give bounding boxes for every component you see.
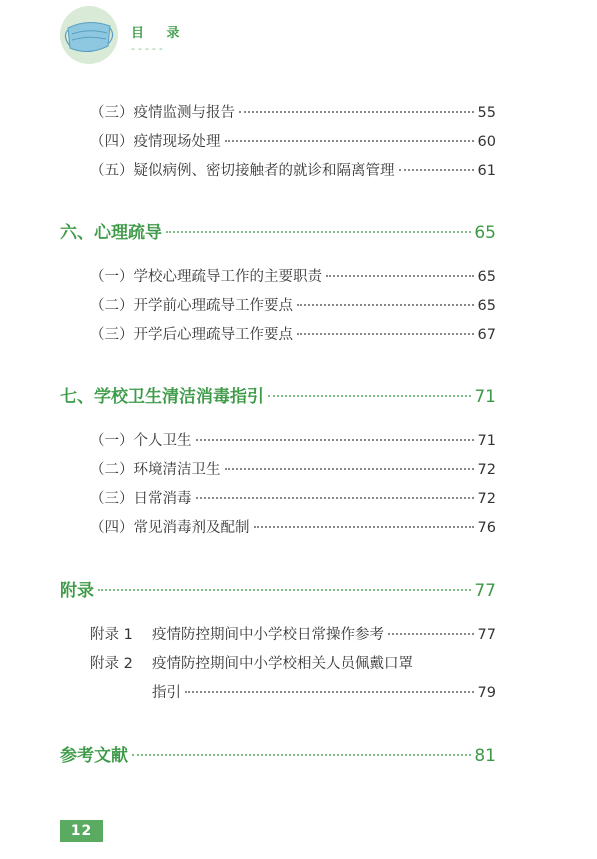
toc-entry-page: 61 <box>477 163 496 179</box>
toc-appendix-entry[interactable] <box>90 652 496 672</box>
dot-leader <box>239 110 474 113</box>
dot-leader <box>196 438 474 441</box>
toc-entry-title: （一）个人卫生 <box>90 433 192 449</box>
toc-entry-title: 指引 <box>152 685 181 701</box>
toc-entry-title: （二）开学前心理疏导工作要点 <box>90 298 293 314</box>
toc-entry-title: （四）疫情现场处理 <box>90 134 221 150</box>
toc-entry-page: 72 <box>477 462 496 478</box>
toc-section-page: 81 <box>474 746 496 766</box>
toc-section-title: 附录 <box>60 581 94 601</box>
toc-entry-page: 67 <box>477 327 496 343</box>
page-header <box>60 6 260 66</box>
dot-leader <box>399 168 474 171</box>
toc-entry-page: 71 <box>477 433 496 449</box>
toc-section-title: 参考文献 <box>60 746 128 766</box>
toc-section-page: 71 <box>474 387 496 407</box>
dot-leader <box>388 632 474 635</box>
toc-entry[interactable] <box>90 323 496 343</box>
toc-appendix-continuation[interactable] <box>90 681 496 701</box>
toc-entry[interactable] <box>90 265 496 285</box>
toc-entry-page: 65 <box>477 298 496 314</box>
toc-entry[interactable] <box>90 130 496 150</box>
toc-entry-page: 72 <box>477 491 496 507</box>
toc-section-title: 六、心理疏导 <box>60 223 162 243</box>
toc-entry-title: （三）日常消毒 <box>90 491 192 507</box>
dot-leader <box>166 230 471 233</box>
toc-entry-page: 77 <box>477 627 496 643</box>
toc-entry[interactable] <box>90 294 496 314</box>
appendix-prefix: 附录 2 <box>90 656 133 672</box>
dot-leader <box>185 690 474 693</box>
toc-entry-page: 60 <box>477 134 496 150</box>
toc-entry[interactable] <box>90 516 496 536</box>
dot-leader <box>98 588 471 591</box>
toc-appendix-entry[interactable] <box>90 623 496 643</box>
toc-section[interactable] <box>60 382 496 406</box>
toc-entry-title: （一）学校心理疏导工作的主要职责 <box>90 269 322 285</box>
dot-leader <box>132 753 471 756</box>
toc-entry-page: 65 <box>477 269 496 285</box>
dot-leader <box>297 303 474 306</box>
toc-entry-page: 55 <box>477 105 496 121</box>
toc-section-page: 77 <box>474 581 496 601</box>
toc-entry-title: （四）常见消毒剂及配制 <box>90 520 250 536</box>
toc-entry-title: （五）疑似病例、密切接触者的就诊和隔离管理 <box>90 163 395 179</box>
appendix-prefix: 附录 1 <box>90 627 133 643</box>
toc-entry[interactable] <box>90 159 496 179</box>
toc-entry[interactable] <box>90 487 496 507</box>
toc-entry-title: （二）环境清洁卫生 <box>90 462 221 478</box>
dot-leader <box>254 525 474 528</box>
toc-entry-page: 79 <box>477 685 496 701</box>
dot-leader <box>326 274 474 277</box>
toc-entry-title: （三）疫情监测与报告 <box>90 105 235 121</box>
contents-heading: 目 录 <box>131 26 189 41</box>
dot-leader <box>297 332 474 335</box>
toc-entry-title: 疫情防控期间中小学校日常操作参考 <box>152 627 384 643</box>
mask-icon <box>60 6 118 64</box>
heading-dashes: ----- <box>131 42 166 55</box>
page-number-badge: 12 <box>60 820 103 842</box>
toc-section[interactable] <box>60 576 496 600</box>
toc-section[interactable] <box>60 741 496 765</box>
toc-entry[interactable] <box>90 458 496 478</box>
dot-leader <box>225 139 474 142</box>
dot-leader <box>196 496 474 499</box>
toc-entry-title: （三）开学后心理疏导工作要点 <box>90 327 293 343</box>
toc-entry[interactable] <box>90 429 496 449</box>
toc-section[interactable] <box>60 218 496 242</box>
toc-entry[interactable] <box>90 101 496 121</box>
toc-section-page: 65 <box>474 223 496 243</box>
toc-entry-title: 疫情防控期间中小学校相关人员佩戴口罩 <box>152 656 413 672</box>
dot-leader <box>268 394 471 397</box>
toc-section-title: 七、学校卫生清洁消毒指引 <box>60 387 264 407</box>
dot-leader <box>225 467 474 470</box>
toc-entry-page: 76 <box>477 520 496 536</box>
